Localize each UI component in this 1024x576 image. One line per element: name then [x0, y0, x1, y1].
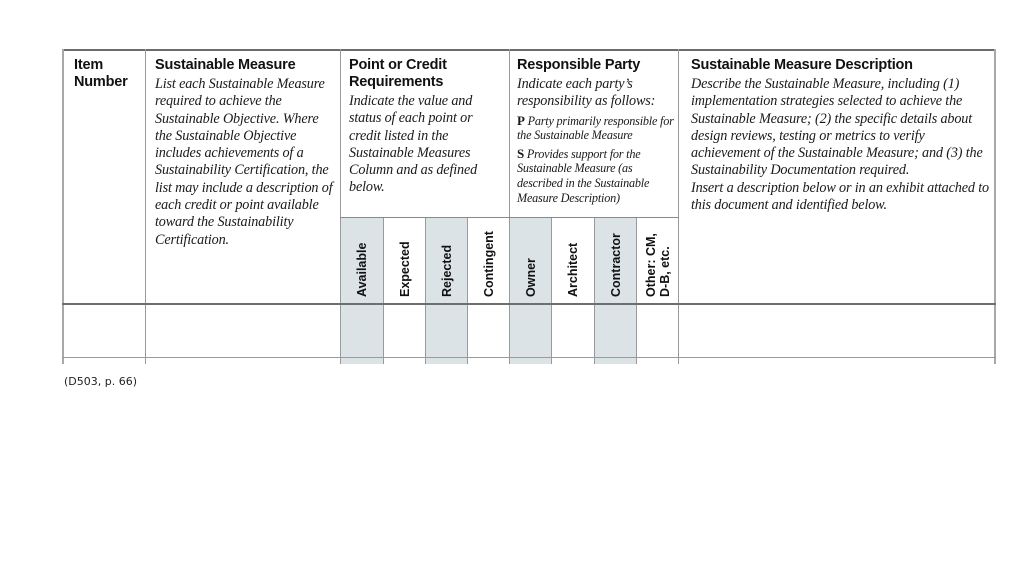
cell-sustainable-measure[interactable]: [146, 305, 340, 357]
subheader-other: [637, 217, 679, 303]
sustainable-measures-table: [62, 49, 996, 364]
subheader-contractor-label: Contractor: [609, 233, 623, 297]
legend-primary-key: P: [517, 112, 525, 128]
row-bottom-border: [62, 357, 996, 358]
legend-primary: [517, 114, 677, 143]
legend-primary-text: Party primarily responsible for the Sustainable Measure: [517, 113, 674, 143]
legend-support-text: Provides support for the Sustainable Measure (as described in the Sustainable Measure Description): [517, 146, 650, 205]
cell-other[interactable]: [637, 305, 678, 357]
subheader-contractor: [595, 217, 637, 303]
source-footnote: (D503, p. 66): [64, 375, 138, 388]
measure-description-text: Describe the Sustainable Measure, including (1) implementation strategies selected to achieve the Sustainable Measure; (2) the specific details about design reviews, testing or metrics to verify achievement of the Sustainable Measure; and (3) the Sustainability Documentation required.: [691, 76, 983, 179]
header-measure-description: [691, 57, 991, 214]
subheader-architect: [552, 217, 594, 303]
subheader-contingent-label: Contingent: [482, 231, 496, 297]
cell-description[interactable]: [679, 305, 994, 357]
cell-available[interactable]: [341, 305, 383, 357]
header-sustainable-measure: [155, 57, 335, 249]
legend-support-key: S: [517, 145, 525, 161]
subheader-available: [341, 217, 383, 303]
table-right-border: [994, 49, 996, 364]
subheader-other-label: [644, 233, 672, 297]
subheader-rejected-label: Rejected: [440, 244, 454, 297]
subheader-contingent: [468, 217, 510, 303]
header-item-number: [74, 57, 144, 91]
item-number-title-line1: Item: [74, 57, 104, 73]
sustainable-measure-description: List each Sustainable Measure required to achieve the Sustainable Objective. Where the Sustainable Objective includes achievements of a Sustainability Certification, the list may include a description of each credit or point available toward the Sustainability Certification.: [155, 76, 333, 248]
cell-rejected[interactable]: [426, 305, 467, 357]
subheader-rejected: [426, 217, 468, 303]
subheader-other-line1: Other: CM,: [644, 233, 658, 297]
legend-support: [517, 147, 677, 205]
subheader-expected-label: Expected: [398, 241, 412, 297]
subheader-other-line2: D-B, etc.: [658, 246, 672, 297]
sustainable-measure-title: Sustainable Measure: [155, 57, 296, 73]
cell-contingent[interactable]: [468, 305, 509, 357]
subheader-architect-label: Architect: [566, 242, 580, 297]
cell-item-number[interactable]: [64, 305, 145, 357]
cell-owner[interactable]: [510, 305, 551, 357]
table-top-border: [62, 49, 996, 51]
responsible-party-title: Responsible Party: [517, 57, 641, 73]
point-or-credit-description: Indicate the value and status of each point or credit listed in the Sustainable Measures Column and as defined below.: [349, 93, 478, 196]
subheader-expected: [384, 217, 426, 303]
subheader-owner: [510, 217, 552, 303]
point-or-credit-title: Point or Credit Requirements: [349, 57, 447, 90]
header-point-or-credit: [349, 57, 507, 197]
cell-expected[interactable]: [384, 305, 425, 357]
cell-contractor[interactable]: [595, 305, 636, 357]
measure-description-instruction: Insert a description below or in an exhibit attached to this document and identified below.: [691, 179, 989, 214]
measure-description-title: Sustainable Measure Description: [691, 57, 913, 73]
cell-architect[interactable]: [552, 305, 594, 357]
item-number-title-line2: Number: [74, 74, 128, 90]
responsible-party-description: Indicate each party’s responsibility as follows:: [517, 76, 656, 110]
subheader-owner-label: Owner: [524, 258, 538, 297]
subheader-available-label: Available: [355, 242, 369, 297]
header-responsible-party: [517, 57, 677, 205]
